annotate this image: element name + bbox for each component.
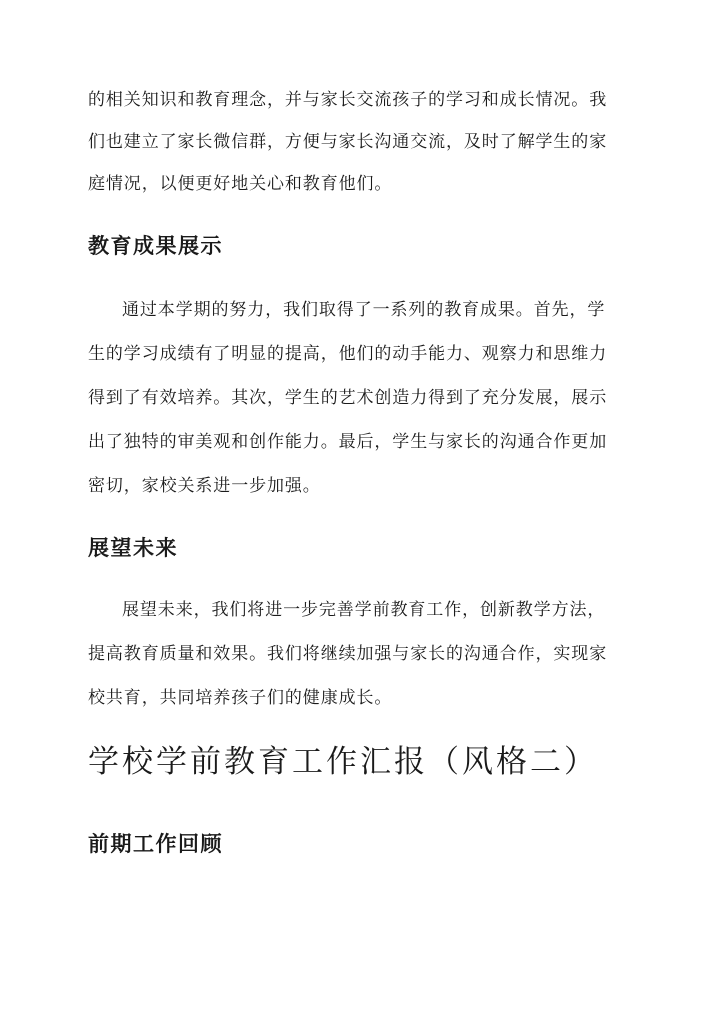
paragraph-line: 得到了有效培养。其次，学生的艺术创造力得到了充分发展，展示	[88, 388, 608, 408]
report-title: 学校学前教育工作汇报（风格二）	[88, 744, 598, 780]
section-heading-achievements: 教育成果展示	[88, 233, 223, 258]
paragraph-line: 们也建立了家长微信群，方便与家长沟通交流，及时了解学生的家	[88, 132, 608, 152]
section-heading-outlook: 展望未来	[88, 535, 178, 560]
paragraph-line: 生的学习成绩有了明显的提高，他们的动手能力、观察力和思维力	[88, 344, 608, 364]
paragraph-line: 展望未来，我们将进一步完善学前教育工作，创新教学方法，	[122, 600, 606, 620]
paragraph-line: 校共育，共同培养孩子们的健康成长。	[88, 688, 393, 708]
paragraph-line: 密切，家校关系进一步加强。	[88, 476, 321, 496]
paragraph-line: 提高教育质量和效果。我们将继续加强与家长的沟通合作，实现家	[88, 644, 608, 664]
paragraph-line: 庭情况，以便更好地关心和教育他们。	[88, 174, 393, 194]
paragraph-line: 通过本学期的努力，我们取得了一系列的教育成果。首先，学	[122, 300, 606, 320]
section-heading-review: 前期工作回顾	[88, 831, 223, 856]
paragraph-line: 的相关知识和教育理念，并与家长交流孩子的学习和成长情况。我	[88, 90, 608, 110]
paragraph-line: 出了独特的审美观和创作能力。最后，学生与家长的沟通合作更加	[88, 432, 608, 452]
